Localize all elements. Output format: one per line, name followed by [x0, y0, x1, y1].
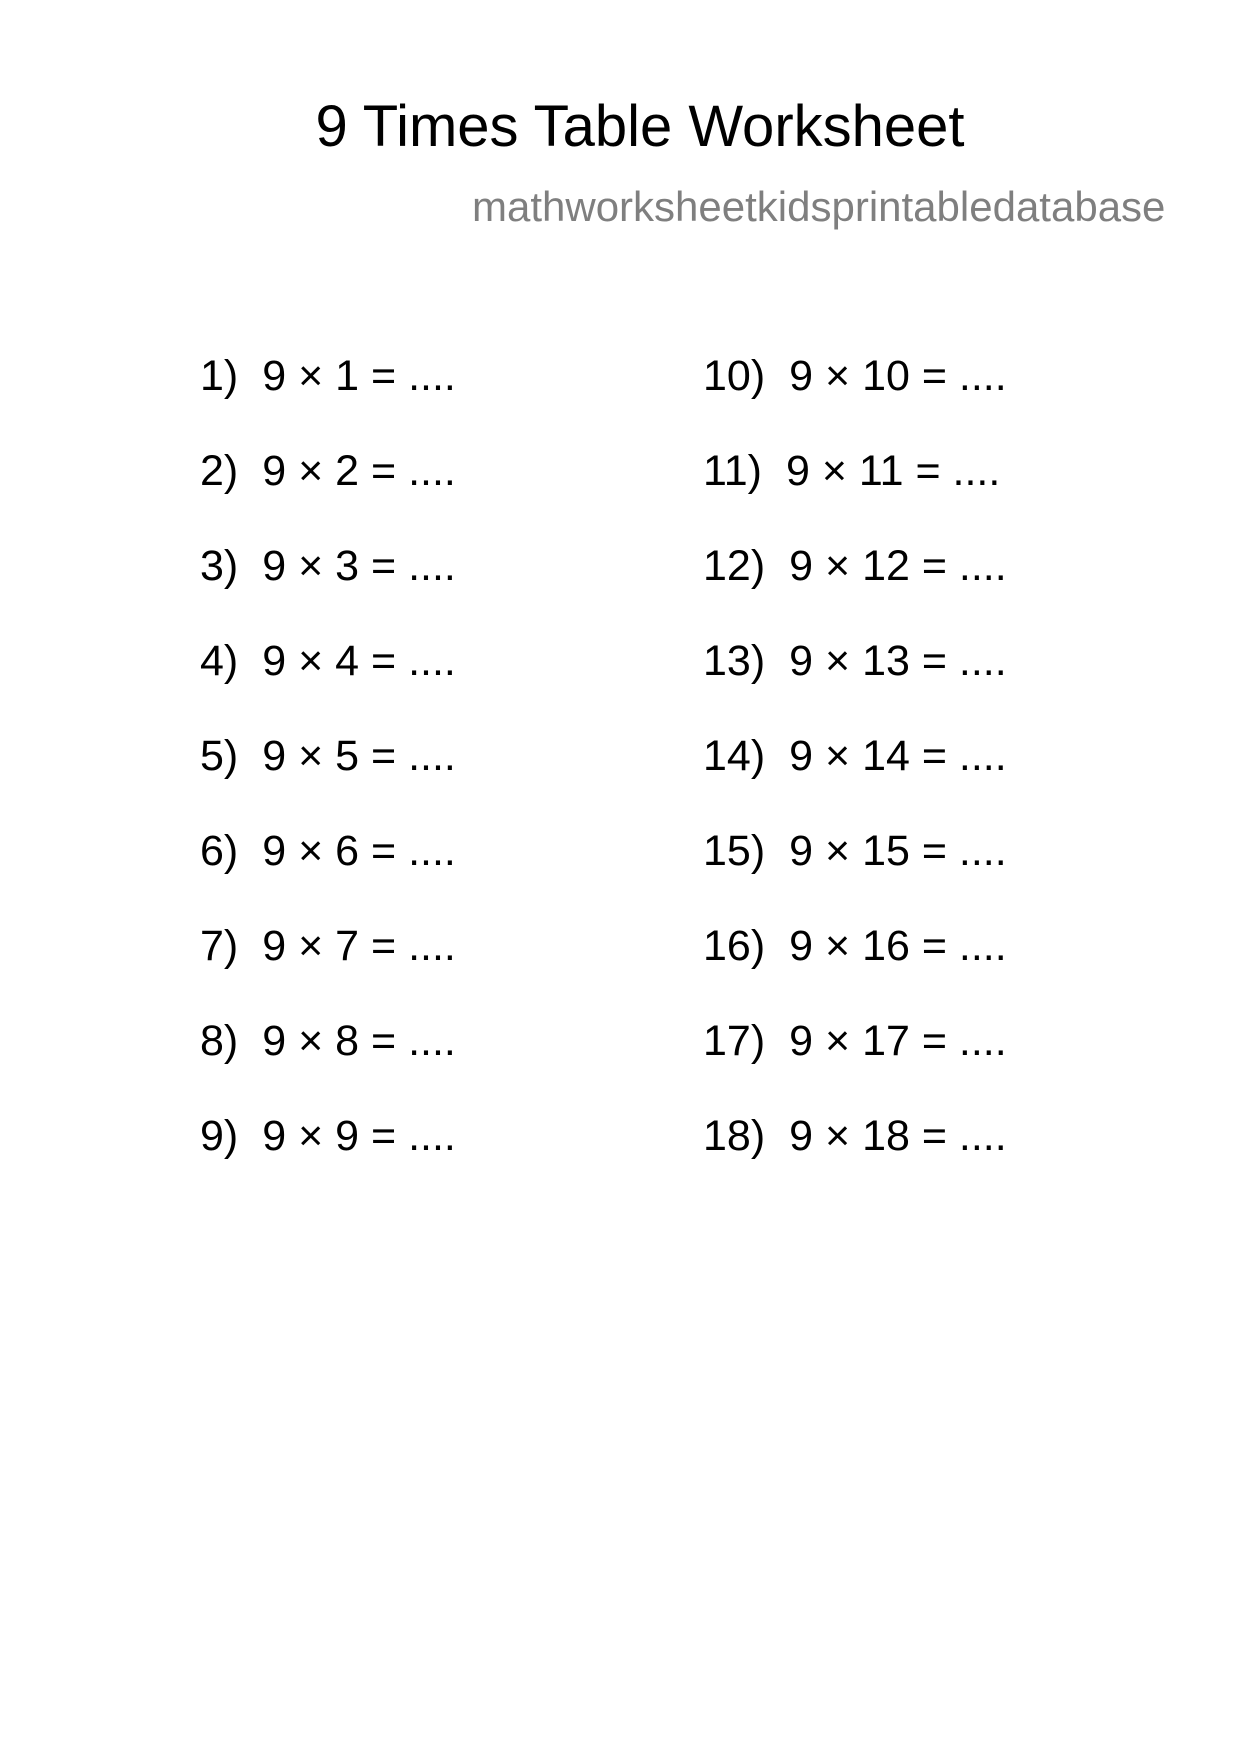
- problem-expression: 9 × 6 = ....: [262, 827, 456, 875]
- problem-item: [200, 732, 456, 830]
- problem-item: [200, 827, 456, 925]
- problem-expression: 9 × 9 = ....: [262, 1112, 456, 1160]
- problem-item: [703, 542, 1007, 640]
- problem-item: [200, 1112, 456, 1210]
- problem-expression: 9 × 12 = ....: [789, 542, 1007, 590]
- problem-expression: 9 × 2 = ....: [262, 447, 456, 495]
- problem-number: 1): [200, 352, 239, 400]
- problem-expression: 9 × 7 = ....: [262, 922, 456, 970]
- problem-item: [200, 542, 456, 640]
- problem-expression: 9 × 15 = ....: [789, 827, 1007, 875]
- problem-expression: 9 × 3 = ....: [262, 542, 456, 590]
- problem-item: [200, 352, 456, 450]
- problem-column-right: [703, 352, 1007, 1210]
- problem-expression: 9 × 17 = ....: [789, 1017, 1007, 1065]
- problem-item: [703, 922, 1007, 1020]
- problem-expression: 9 × 1 = ....: [262, 352, 456, 400]
- problem-number: 5): [200, 732, 239, 780]
- problem-expression: 9 × 18 = ....: [789, 1112, 1007, 1160]
- problem-expression: 9 × 10 = ....: [789, 352, 1007, 400]
- problem-item: [200, 447, 456, 545]
- problem-expression: 9 × 13 = ....: [789, 637, 1007, 685]
- problem-item: [200, 637, 456, 735]
- problem-number: 17): [703, 1017, 766, 1065]
- problem-number: 16): [703, 922, 766, 970]
- problem-item: [703, 637, 1007, 735]
- problem-number: 2): [200, 447, 239, 495]
- problem-item: [703, 447, 1007, 545]
- problem-number: 6): [200, 827, 239, 875]
- problem-number: 7): [200, 922, 239, 970]
- problem-number: 8): [200, 1017, 239, 1065]
- source-watermark: mathworksheetkidsprintabledatabase: [472, 183, 1166, 230]
- problem-expression: 9 × 8 = ....: [262, 1017, 456, 1065]
- problem-column-left: [200, 352, 456, 1210]
- problem-item: [703, 352, 1007, 450]
- problem-item: [703, 1112, 1007, 1210]
- problem-item: [703, 732, 1007, 830]
- problem-expression: 9 × 4 = ....: [262, 637, 456, 685]
- problem-number: 10): [703, 352, 766, 400]
- problem-expression: 9 × 16 = ....: [789, 922, 1007, 970]
- problem-expression: 9 × 11 = ....: [785, 447, 1001, 495]
- problem-number: 11): [703, 447, 762, 495]
- problem-number: 14): [703, 732, 766, 780]
- problem-number: 3): [200, 542, 239, 590]
- problem-item: [200, 1017, 456, 1115]
- problem-number: 4): [200, 637, 239, 685]
- page-title: 9 Times Table Worksheet: [315, 94, 965, 159]
- problem-number: 15): [703, 827, 766, 875]
- problem-number: 13): [703, 637, 766, 685]
- problem-number: 18): [703, 1112, 766, 1160]
- problem-number: 12): [703, 542, 766, 590]
- problem-expression: 9 × 5 = ....: [262, 732, 456, 780]
- problem-item: [703, 1017, 1007, 1115]
- problem-item: [200, 922, 456, 1020]
- problem-expression: 9 × 14 = ....: [789, 732, 1007, 780]
- problem-item: [703, 827, 1007, 925]
- problem-number: 9): [200, 1112, 239, 1160]
